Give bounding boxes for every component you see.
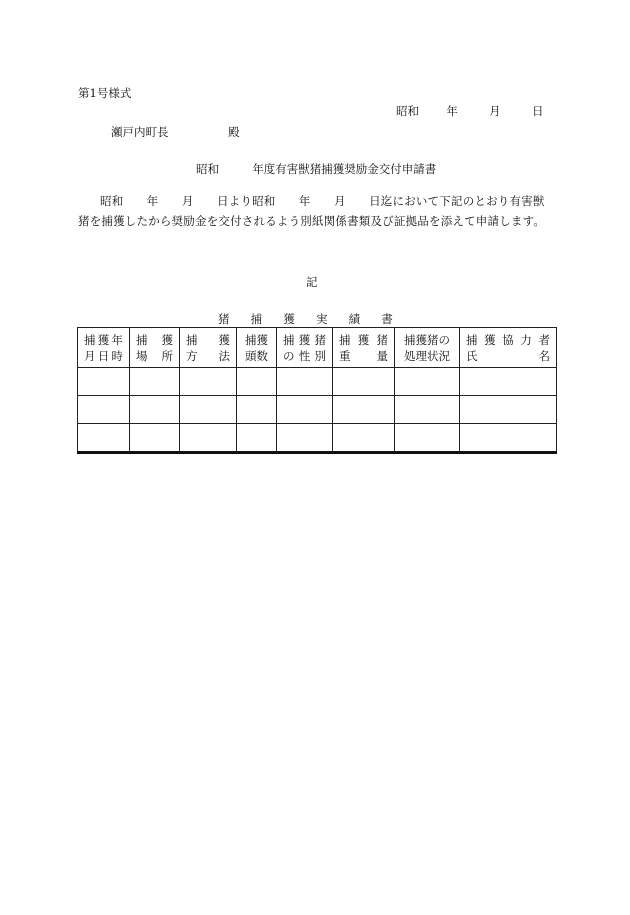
header-line [333, 332, 394, 348]
header-line [460, 332, 556, 348]
form-number-label: 第1号様式 [78, 86, 132, 100]
header-line [395, 348, 459, 364]
header-text: 獲 [97, 332, 110, 347]
column-header [395, 328, 460, 368]
header-text: 猪 [314, 332, 326, 347]
table-row [78, 368, 557, 396]
table-cell[interactable] [78, 368, 130, 396]
header-text: 猪 [376, 332, 388, 347]
table-title-char: 書 [381, 312, 393, 326]
table-cell[interactable] [460, 424, 557, 453]
table-cell[interactable] [333, 424, 395, 453]
table-cell[interactable] [180, 396, 237, 424]
header-text: 捕獲猪の [404, 332, 450, 347]
date-year: 年 [446, 104, 458, 118]
header-line [180, 348, 236, 364]
header-line [333, 348, 394, 364]
header-text: 獲 [484, 332, 496, 347]
title-text: 年度有害獣猪捕獲奨励金交付申請書 [252, 162, 437, 176]
header-text: 所 [161, 348, 173, 363]
table-header-row [78, 328, 557, 368]
header-text: 処理状況 [404, 348, 450, 363]
table-cell[interactable] [395, 368, 460, 396]
header-text: 獲 [357, 332, 370, 347]
header-text: 捕 [466, 332, 478, 347]
column-header [333, 328, 395, 368]
table-title-char: 捕 [250, 312, 263, 326]
header-text: の [283, 348, 295, 363]
header-line [277, 332, 332, 348]
header-text: 氏 [466, 348, 478, 363]
table-cell[interactable] [130, 396, 180, 424]
table-cell[interactable] [333, 368, 395, 396]
header-line [130, 332, 179, 348]
column-header [78, 328, 130, 368]
date-era: 昭和 [396, 104, 419, 118]
table-cell[interactable] [277, 424, 333, 453]
header-text: 性 [298, 348, 311, 363]
header-line [130, 348, 179, 364]
ki-heading: 記 [306, 275, 318, 289]
table-cell[interactable] [460, 368, 557, 396]
table-row [78, 424, 557, 453]
table-title-char: 績 [348, 312, 361, 326]
header-text: 年 [111, 332, 123, 347]
table-cell[interactable] [180, 424, 237, 453]
table-cell[interactable] [237, 424, 277, 453]
column-header [277, 328, 333, 368]
table-cell[interactable] [460, 396, 557, 424]
table-title-char: 実 [315, 312, 328, 326]
column-header [237, 328, 277, 368]
column-header [460, 328, 557, 368]
header-line [180, 332, 236, 348]
header-text: 別 [314, 348, 326, 363]
header-text: 頭数 [245, 348, 268, 363]
header-line [237, 348, 276, 364]
table-cell[interactable] [130, 368, 180, 396]
addressee [111, 124, 240, 140]
table-cell[interactable] [180, 368, 237, 396]
header-text: 日 [97, 348, 110, 363]
header-text: 力 [520, 332, 532, 347]
date-day: 日 [531, 104, 544, 118]
header-text: 方 [186, 348, 198, 363]
addressee-name: 瀬戸内町長 [111, 125, 169, 139]
header-text: 捕 [283, 332, 295, 347]
header-text: 場 [136, 348, 148, 363]
table-cell[interactable] [395, 396, 460, 424]
date-month: 月 [489, 104, 501, 118]
header-text: 獲 [161, 332, 173, 347]
header-text: 捕獲 [245, 332, 268, 347]
table-cell[interactable] [277, 368, 333, 396]
table-cell[interactable] [395, 424, 460, 453]
document-title [196, 161, 436, 177]
table-cell[interactable] [78, 424, 130, 453]
table-cell[interactable] [333, 396, 395, 424]
table-cell[interactable] [78, 396, 130, 424]
header-text: 捕 [136, 332, 148, 347]
column-header [180, 328, 237, 368]
header-text: 者 [538, 332, 550, 347]
header-text: 捕 [186, 332, 198, 347]
column-header [130, 328, 180, 368]
table-row [78, 396, 557, 424]
header-text: 獲 [298, 332, 311, 347]
title-era: 昭和 [196, 162, 219, 176]
table-cell[interactable] [130, 424, 180, 453]
header-line [78, 332, 129, 348]
table-cell[interactable] [237, 368, 277, 396]
header-text: 法 [218, 348, 230, 363]
header-line [395, 332, 459, 348]
application-body: 昭和 年 月 日より昭和 年 月 日迄において下記のとおり有害獣猪を捕獲したから奨励金を交付されるよう別紙関係書類及び証拠品を添えて申請します。 [78, 194, 546, 228]
header-line [277, 348, 332, 364]
table-cell[interactable] [237, 396, 277, 424]
header-line [237, 332, 276, 348]
header-line [460, 348, 556, 364]
table-cell[interactable] [277, 396, 333, 424]
table-title-char: 猪 [218, 312, 230, 326]
header-text: 名 [538, 348, 550, 363]
header-text: 重 [339, 348, 351, 363]
header-text: 月 [84, 348, 96, 363]
table-title-char: 獲 [283, 312, 295, 326]
addressee-honorific: 殿 [228, 125, 240, 139]
header-text: 量 [376, 348, 388, 363]
header-text: 捕 [84, 332, 96, 347]
header-text: 協 [502, 332, 514, 347]
header-text: 獲 [218, 332, 230, 347]
header-line [78, 348, 129, 364]
header-text: 捕 [339, 332, 351, 347]
header-text: 時 [111, 348, 123, 363]
submission-date [396, 103, 543, 119]
table-title [218, 311, 410, 327]
capture-record-table [77, 327, 557, 454]
